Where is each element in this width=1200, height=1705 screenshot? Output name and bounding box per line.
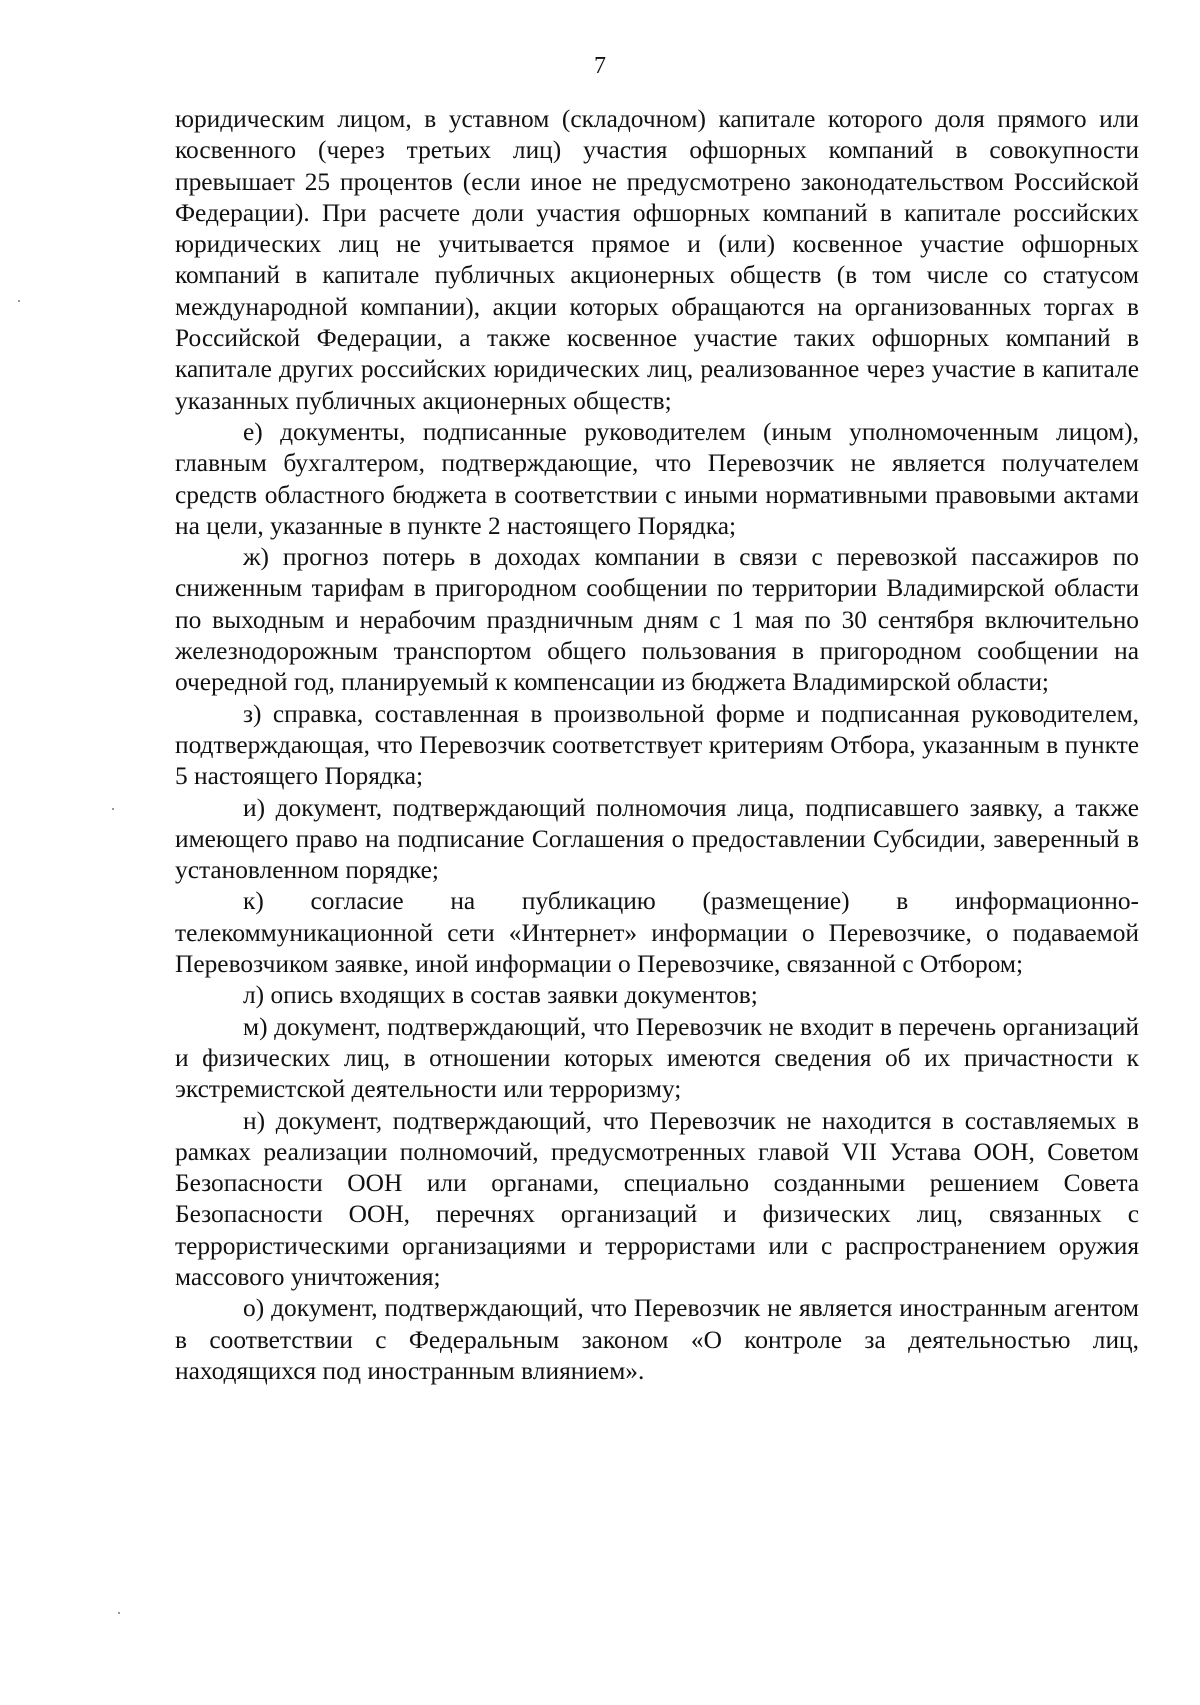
document-body [175, 104, 1139, 1387]
paragraph-item-zh: ж) прогноз потерь в доходах компании в связи с перевозкой пассажиров по сниженным тарифам в пригородном сообщении по территории Владимирской области по выходным и нерабочим праздничным дням с 1 мая по 30 сентября включительно железнодорожным транспортом общего пользования в пригородном сообщении на очередной год, планируемый к компенсации из бюджета Владимирской области; [175, 543, 1139, 697]
paragraph-offshore-participation: юридическим лицом, в уставном (складочном) капитале которого доля прямого или косвенного (через третьих лиц) участия офшорных компаний в совокупности превышает 25 процентов (если иное не предусмотрено законодательством Российской Федерации). При расчете доли участия офшорных компаний в капитале российских юридических лиц не учитывается прямое и (или) косвенное участие офшорных компаний в капитале публичных акционерных обществ (в том числе со статусом международной компании), акции которых обращаются на организованных торгах в Российской Федерации, а также косвенное участие таких офшорных компаний в капитале других российских юридических лиц, реализованное через участие в капитале указанных публичных акционерных обществ; [175, 105, 1139, 415]
paragraph-item-i: и) документ, подтверждающий полномочия лица, подписавшего заявку, а также имеющего право на подписание Соглашения о предоставлении Субсидии, заверенный в установленном порядке; [175, 793, 1139, 885]
paragraph-item-k: к) согласие на публикацию (размещение) в информационно-телекоммуникационной сети «Интернет» информации о Перевозчике, о подаваемой Перевозчиком заявке, иной информации о Перевозчике, связанной с Отбором; [175, 887, 1139, 979]
scan-speck [18, 300, 20, 302]
scan-speck [118, 1612, 120, 1614]
paragraph-item-e: е) документы, подписанные руководителем (иным уполномоченным лицом), главным бухгалтером, подтверждающие, что Перевозчик не является получателем средств областного бюджета в соответствии с иными нормативными правовыми актами на цели, указанные в пункте 2 настоящего Порядка; [175, 417, 1139, 540]
paragraph-item-o: о) документ, подтверждающий, что Перевозчик не является иностранным агентом в соответствии с Федеральным законом «О контроле за деятельностью лиц, находящихся под иностранным влиянием». [175, 1294, 1139, 1385]
paragraph-item-l: л) опись входящих в состав заявки документов; [243, 981, 758, 1010]
paragraph-item-n: н) документ, подтверждающий, что Перевозчик не находится в составляемых в рамках реализации полномочий, предусмотренных главой VII Устава ООН, Советом Безопасности ООН или органами, специально созданными решением Совета Безопасности ООН, перечнях организаций и физических лиц, связанных с террористическими организациями и террористами или с распространением оружия массового уничтожения; [175, 1106, 1139, 1291]
paragraph-item-m: м) документ, подтверждающий, что Перевозчик не входит в перечень организаций и физических лиц, в отношении которых имеются сведения об их причастности к экстремистской деятельности или терроризму; [175, 1012, 1139, 1104]
page-number: 7 [594, 53, 606, 79]
scan-speck [112, 808, 114, 810]
paragraph-item-z: з) справка, составленная в произвольной форме и подписанная руководителем, подтверждающая, что Перевозчик соответствует критериям Отбора, указанным в пункте 5 настоящего Порядка; [175, 699, 1139, 791]
